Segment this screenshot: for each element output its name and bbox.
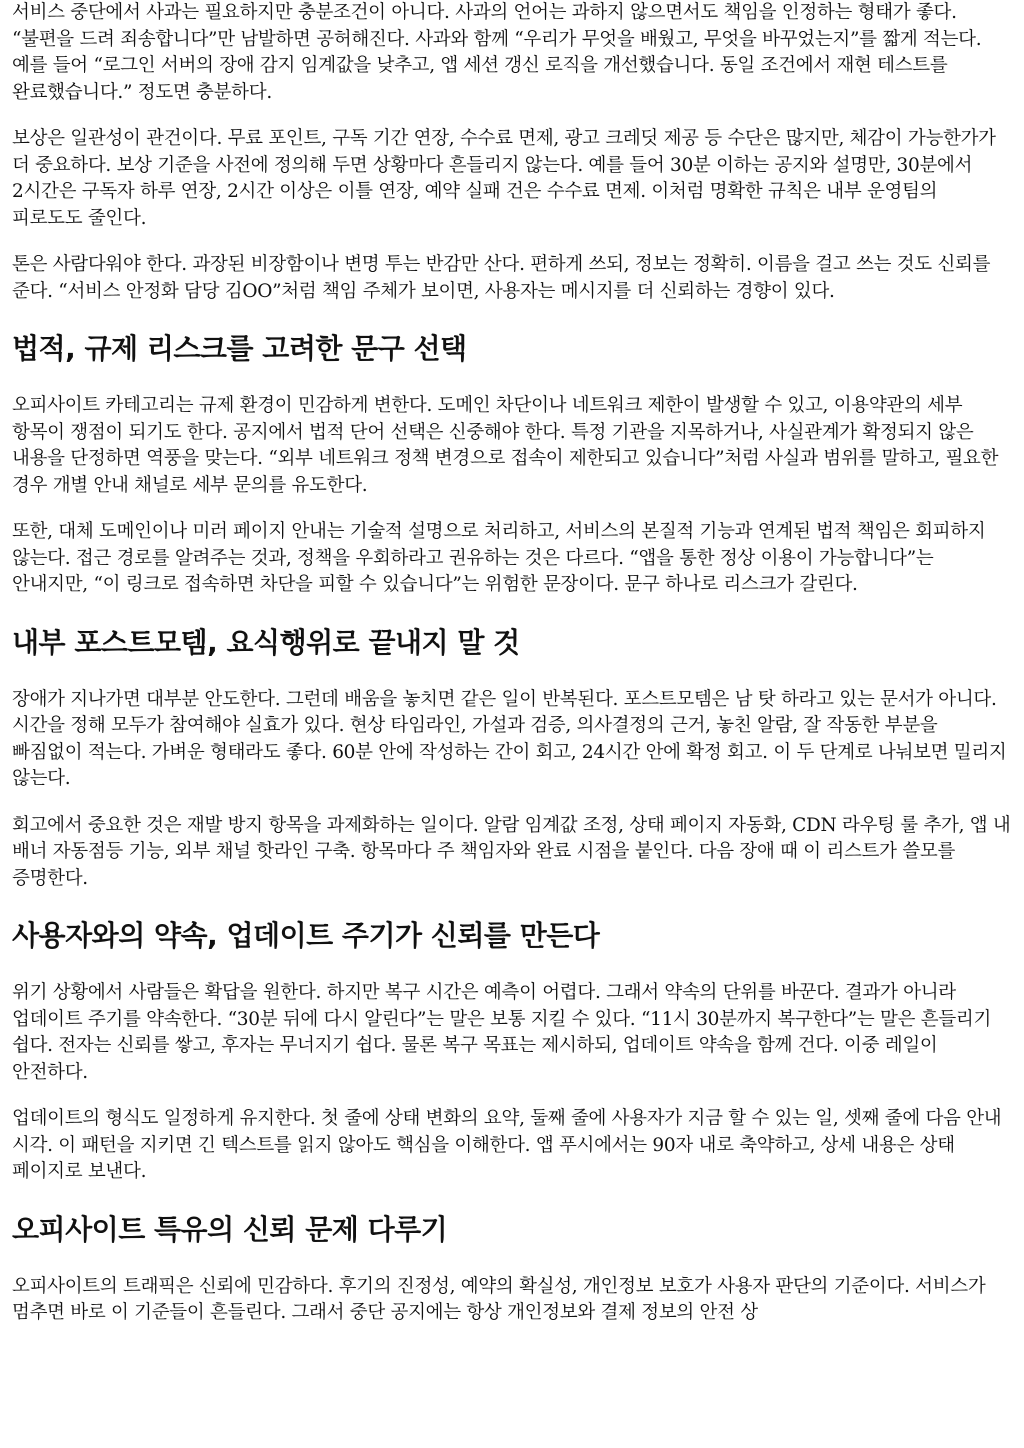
section-heading-update-cycle: 사용자와의 약속, 업데이트 주기가 신뢰를 만든다 bbox=[12, 919, 600, 952]
paragraph-update-promise: 위기 상황에서 사람들은 확답을 원한다. 하지만 복구 시간은 예측이 어렵다. 그래서 약속의 단위를 바꾼다. 결과가 아니라 업데이트 주기를 약속한다. “30분 뒤에 다시 알린다”는 말은 보통 지킬 수 있다. “11시 30분까지 복구한다”는 말은 흔들리기 쉽다. 전자는 신뢰를 쌓고, 후자는 무너지기 쉽다. 물론 복구 목표는 제시하되, 업데이트 약속을 함께 건다. 이중 레일이 안전하다. bbox=[12, 982, 992, 1083]
section-heading-legal-risk: 법적, 규제 리스크를 고려한 문구 선택 bbox=[12, 332, 467, 365]
paragraph-retrospective-tasks: 회고에서 중요한 것은 재발 방지 항목을 과제화하는 일이다. 알람 임계값 조정, 상태 페이지 자동화, CDN 라우팅 룰 추가, 앱 내 배너 자동점등 기능, 외부 채널 핫라인 구축. 항목마다 주 책임자와 완료 시점을 붙인다. 다음 장애 때 이 리스트가 쓸모를 증명한다. bbox=[12, 814, 1011, 889]
paragraph-legal-wording: 오피사이트 카테고리는 규제 환경이 민감하게 변한다. 도메인 차단이나 네트워크 제한이 발생할 수 있고, 이용약관의 세부 항목이 쟁점이 되기도 한다. 공지에서 법적 단어 선택은 신중해야 한다. 특정 기관을 지목하거나, 사실관계가 확정되지 않은 내용을 단정하면 역풍을 맞는다. “외부 네트워크 정책 변경으로 접속이 제한되고 있습니다”처럼 사실과 범위를 말하고, 필요한 경우 개별 안내 채널로 세부 문의를 유도한다. bbox=[12, 395, 999, 496]
paragraph-compensation: 보상은 일관성이 관건이다. 무료 포인트, 구독 기간 연장, 수수료 면제, 광고 크레딧 제공 등 수단은 많지만, 체감이 가능한가가 더 중요하다. 보상 기준을 사전에 정의해 두면 상황마다 흔들리지 않는다. 예를 들어 30분 이하는 공지와 설명만, 30분에서 2시간은 구독자 하루 연장, 2시간 이상은 이틀 연장, 예약 실패 건은 수수료 면제. 이처럼 명확한 규칙은 내부 운영팀의 피로도도 줄인다. bbox=[12, 128, 996, 229]
paragraph-update-format: 업데이트의 형식도 일정하게 유지한다. 첫 줄에 상태 변화의 요약, 둘째 줄에 사용자가 지금 할 수 있는 일, 셋째 줄에 다음 안내 시각. 이 패턴을 지키면 긴 텍스트를 읽지 않아도 핵심을 이해한다. 앱 푸시에서는 90자 내로 축약하고, 상세 내용은 상태 페이지로 보낸다. bbox=[12, 1108, 1002, 1182]
paragraph-tone: 톤은 사람다워야 한다. 과장된 비장함이나 변명 투는 반감만 산다. 편하게 쓰되, 정보는 정확히. 이름을 걸고 쓰는 것도 신뢰를 준다. “서비스 안정화 담당 김OO”처럼 책임 주체가 보이면, 사용자는 메시지를 더 신뢰하는 경향이 있다. bbox=[12, 254, 991, 302]
section-heading-postmortem: 내부 포스트모템, 요식행위로 끝내지 말 것 bbox=[12, 625, 520, 659]
paragraph-trust: 오피사이트의 트래픽은 신뢰에 민감하다. 후기의 진정성, 예약의 확실성, 개인정보 보호가 사용자 판단의 기준이다. 서비스가 멈추면 바로 이 기준들이 흔들린다. 그래서 중단 공지에는 항상 개인정보와 결제 정보의 안전 상 bbox=[12, 1275, 986, 1323]
section-heading-trust: 오피사이트 특유의 신뢰 문제 다루기 bbox=[12, 1212, 448, 1246]
paragraph-mirror-domain: 또한, 대체 도메인이나 미러 페이지 안내는 기술적 설명으로 처리하고, 서비스의 본질적 기능과 연계된 법적 책임은 회피하지 않는다. 접근 경로를 알려주는 것과, 정책을 우회하라고 권유하는 것은 다르다. “앱을 통한 정상 이용이 가능합니다”는 안내지만, “이 링크로 접속하면 차단을 피할 수 있습니다”는 위험한 문장이다. 문구 하나로 리스크가 갈린다. bbox=[12, 521, 986, 595]
paragraph-postmortem: 장애가 지나가면 대부분 안도한다. 그런데 배움을 놓치면 같은 일이 반복된다. 포스트모템은 남 탓 하라고 있는 문서가 아니다. 시간을 정해 모두가 참여해야 실효가 있다. 현상 타임라인, 가설과 검증, 의사결정의 근거, 놓친 알람, 잘 작동한 부분을 빠짐없이 적는다. 가벼운 형태라도 좋다. 60분 안에 작성하는 간이 회고, 24시간 안에 확정 회고. 이 두 단계로 나눠보면 밀리지 않는다. bbox=[12, 688, 1007, 789]
paragraph-apology: 서비스 중단에서 사과는 필요하지만 충분조건이 아니다. 사과의 언어는 과하지 않으면서도 책임을 인정하는 형태가 좋다. “불편을 드려 죄송합니다”만 남발하면 공허해진다. 사과와 함께 “우리가 무엇을 배웠고, 무엇을 바꾸었는지”를 짧게 적는다. 예를 들어 “로그인 서버의 장애 감지 임계값을 낮추고, 앱 세션 갱신 로직을 개선했습니다. 동일 조건에서 재현 테스트를 완료했습니다.” 정도면 충분하다. bbox=[12, 2, 982, 103]
article-body bbox=[12, 0, 1012, 1347]
